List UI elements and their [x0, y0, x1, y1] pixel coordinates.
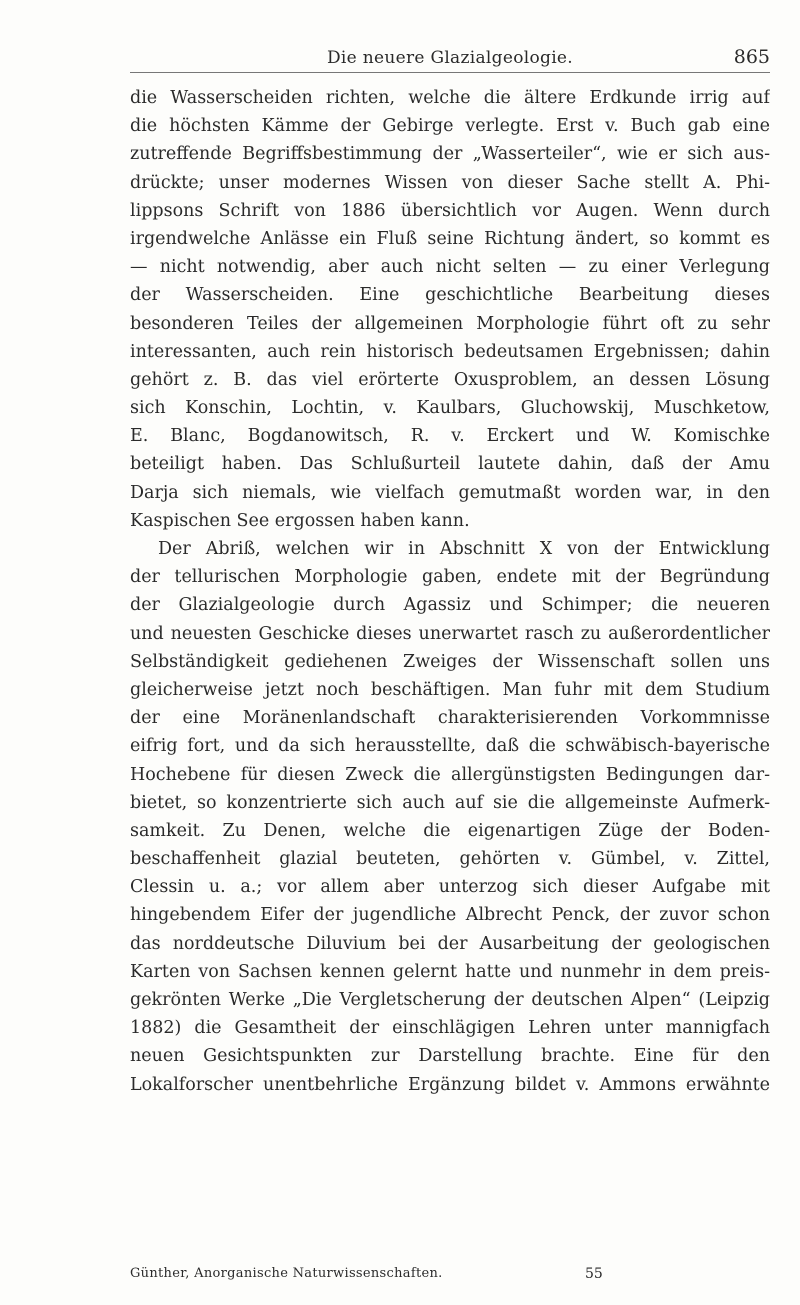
text-line: lippsons Schrift von 1886 übersichtlich vor Augen. Wenn durch — [130, 200, 770, 221]
text-line: gehört z. B. das viel erörterte Oxusproblem, an dessen Lösung — [130, 369, 770, 390]
text-line: der eine Moränenlandschaft charakterisierenden Vorkommnisse — [130, 708, 770, 729]
text-line: besonderen Teiles der allgemeinen Morphologie führt oft zu sehr — [130, 313, 770, 334]
text-line: E. Blanc, Bogdanowitsch, R. v. Erckert und W. Komischke — [130, 426, 770, 447]
text-line: Hochebene für diesen Zweck die allergünstigsten Bedingungen dar- — [130, 764, 770, 785]
text-line: irgendwelche Anlässe ein Fluß seine Richtung ändert, so kommt es — [130, 228, 770, 249]
text-line: drückte; unser modernes Wissen von dieser Sache stellt A. Phi- — [130, 172, 770, 193]
text-line: das norddeutsche Diluvium bei der Ausarbeitung der geologischen — [130, 933, 770, 954]
text-line: beschaffenheit glazial beuteten, gehörten v. Gümbel, v. Zittel, — [130, 849, 770, 870]
text-line: der Glazialgeologie durch Agassiz und Schimper; die neueren — [130, 595, 770, 616]
body-text — [130, 84, 770, 1099]
text-line: interessanten, auch rein historisch bedeutsamen Ergebnissen; dahin — [130, 341, 770, 362]
text-line: die höchsten Kämme der Gebirge verlegte. Erst v. Buch gab eine — [130, 116, 770, 137]
page-footer — [130, 1266, 770, 1288]
text-line: sich Konschin, Lochtin, v. Kaulbars, Gluchowskij, Muschketow, — [130, 398, 770, 419]
text-line: der Wasserscheiden. Eine geschichtliche Bearbeitung dieses — [130, 285, 770, 306]
text-line: gleicherweise jetzt noch beschäftigen. Man fuhr mit dem Studium — [130, 679, 770, 700]
text-line: und neuesten Geschicke dieses unerwartet rasch zu außerordentlicher — [130, 623, 770, 644]
text-line: Karten von Sachsen kennen gelernt hatte und nunmehr in dem preis- — [130, 961, 770, 982]
text-line: samkeit. Zu Denen, welche die eigenartigen Züge der Boden- — [130, 820, 770, 841]
text-line: die Wasserscheiden richten, welche die ältere Erdkunde irrig auf — [130, 88, 770, 108]
text-line: hingebendem Eifer der jugendliche Albrecht Penck, der zuvor schon — [130, 905, 770, 926]
text-line: bietet, so konzentrierte sich auch auf sie die allgemeinste Aufmerk- — [130, 792, 770, 813]
page-number: 865 — [733, 46, 770, 68]
text-line: Clessin u. a.; vor allem aber unterzog sich dieser Aufgabe mit — [130, 877, 770, 898]
text-line: Kaspischen See ergossen haben kann. — [130, 510, 470, 531]
text-line: Darja sich niemals, wie vielfach gemutmaßt worden war, in den — [130, 482, 770, 503]
text-line: eifrig fort, und da sich herausstellte, daß die schwäbisch-bayerische — [130, 736, 770, 757]
text-line: neuen Gesichtspunkten zur Darstellung brachte. Eine für den — [130, 1046, 770, 1067]
text-line: gekrönten Werke „Die Vergletscherung der deutschen Alpen“ (Leipzig — [130, 990, 770, 1010]
running-title: Die neuere Glazialgeologie. — [327, 48, 573, 68]
text-line: 1882) die Gesamtheit der einschlägigen Lehren unter mannigfach — [130, 1018, 770, 1039]
text-line: Der Abriß, welchen wir in Abschnitt X von der Entwicklung — [158, 539, 770, 559]
text-line: zutreffende Begriffsbestimmung der „Wasserteiler“, wie er sich aus- — [130, 144, 770, 165]
text-line: Lokalforscher unentbehrliche Ergänzung bildet v. Ammons erwähnte — [130, 1074, 770, 1095]
text-line: der tellurischen Morphologie gaben, endete mit der Begründung — [130, 567, 770, 588]
publisher-imprint: Günther, Anorganische Naturwissenschaften. — [130, 1266, 443, 1281]
text-line: beteiligt haben. Das Schlußurteil lautete dahin, daß der Amu — [130, 454, 770, 475]
sheet-signature: 55 — [585, 1266, 603, 1282]
text-line: — nicht notwendig, aber auch nicht selten — zu einer Verlegung — [130, 257, 770, 278]
text-line: Selbständigkeit gediehenen Zweiges der Wissenschaft sollen uns — [130, 651, 770, 672]
running-head — [130, 46, 770, 73]
